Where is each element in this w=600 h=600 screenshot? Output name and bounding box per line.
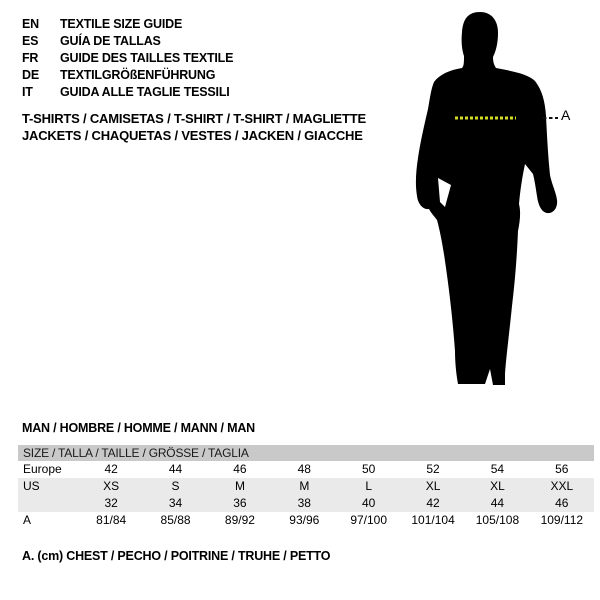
table-cell: 34: [168, 496, 183, 510]
language-code: DE: [22, 68, 39, 82]
table-cell: M: [234, 479, 245, 493]
measure-label-a: A: [561, 107, 571, 123]
garment-categories: [22, 110, 366, 144]
table-cell: XL: [490, 479, 505, 493]
language-title: TEXTILGRÖßENFÜHRUNG: [60, 68, 216, 82]
table-cell: 52: [426, 462, 440, 476]
table-cell: M: [299, 479, 310, 493]
table-cell: 101/104: [411, 513, 455, 527]
table-cell: L: [365, 479, 373, 493]
table-cell: 32: [104, 496, 118, 510]
man-silhouette-icon: [400, 5, 570, 390]
row-label: US: [23, 479, 40, 493]
table-cell: XL: [425, 479, 441, 493]
language-row-es: [22, 33, 233, 50]
table-cell: 93/96: [289, 513, 320, 527]
language-row-fr: [22, 50, 233, 67]
table-row-us-numeric: [18, 495, 594, 512]
table-cell: 46: [233, 462, 247, 476]
table-cell: 56: [555, 462, 569, 476]
table-row-chest-a: [18, 512, 594, 529]
table-cell: 85/88: [160, 513, 191, 527]
language-row-it: [22, 84, 233, 101]
table-cell: S: [171, 479, 180, 493]
table-row-us: [18, 478, 594, 495]
table-cell: 44: [168, 462, 183, 476]
table-row-europe: [18, 461, 594, 478]
table-cell: 46: [555, 496, 569, 510]
footnote-chest: A. (cm) CHEST / PECHO / POITRINE / TRUHE / PETTO: [22, 549, 331, 563]
table-cell: 42: [104, 462, 118, 476]
language-code: IT: [22, 85, 33, 99]
language-list: [22, 16, 233, 101]
row-label: A: [23, 513, 32, 527]
language-title: GUIDE DES TAILLES TEXTILE: [60, 51, 234, 65]
section-title-man: MAN / HOMBRE / HOMME / MANN / MAN: [22, 421, 255, 435]
table-cell: 40: [362, 496, 376, 510]
table-cell: 42: [426, 496, 440, 510]
language-code: ES: [22, 34, 39, 48]
language-title: TEXTILE SIZE GUIDE: [60, 17, 183, 31]
language-title: GUÍA DE TALLAS: [60, 34, 161, 48]
language-title: GUIDA ALLE TAGLIE TESSILI: [60, 85, 230, 99]
table-cell: 81/84: [96, 513, 127, 527]
size-table-header: SIZE / TALLA / TAILLE / GRÖSSE / TAGLIA: [18, 445, 594, 461]
table-cell: 50: [362, 462, 376, 476]
table-cell: 54: [490, 462, 505, 476]
language-code: EN: [22, 17, 39, 31]
table-cell: 97/100: [350, 513, 388, 527]
language-code: FR: [22, 51, 39, 65]
row-label: Europe: [23, 462, 62, 476]
language-row-de: [22, 67, 233, 84]
table-cell: XXL: [550, 479, 574, 493]
table-cell: 105/108: [475, 513, 520, 527]
table-cell: XS: [103, 479, 120, 493]
table-cell: 89/92: [224, 513, 255, 527]
table-cell: 36: [233, 496, 247, 510]
man-silhouette-figure: [400, 5, 570, 390]
table-cell: 44: [490, 496, 505, 510]
category-tshirts: T-SHIRTS / CAMISETAS / T-SHIRT / T-SHIRT / MAGLIETTE: [22, 111, 366, 126]
table-cell: 109/112: [540, 513, 584, 527]
language-row-en: [22, 16, 233, 33]
table-cell: 48: [297, 462, 311, 476]
table-cell: 38: [297, 496, 311, 510]
category-jackets: JACKETS / CHAQUETAS / VESTES / JACKEN / GIACCHE: [22, 128, 363, 143]
size-table: [18, 445, 594, 529]
